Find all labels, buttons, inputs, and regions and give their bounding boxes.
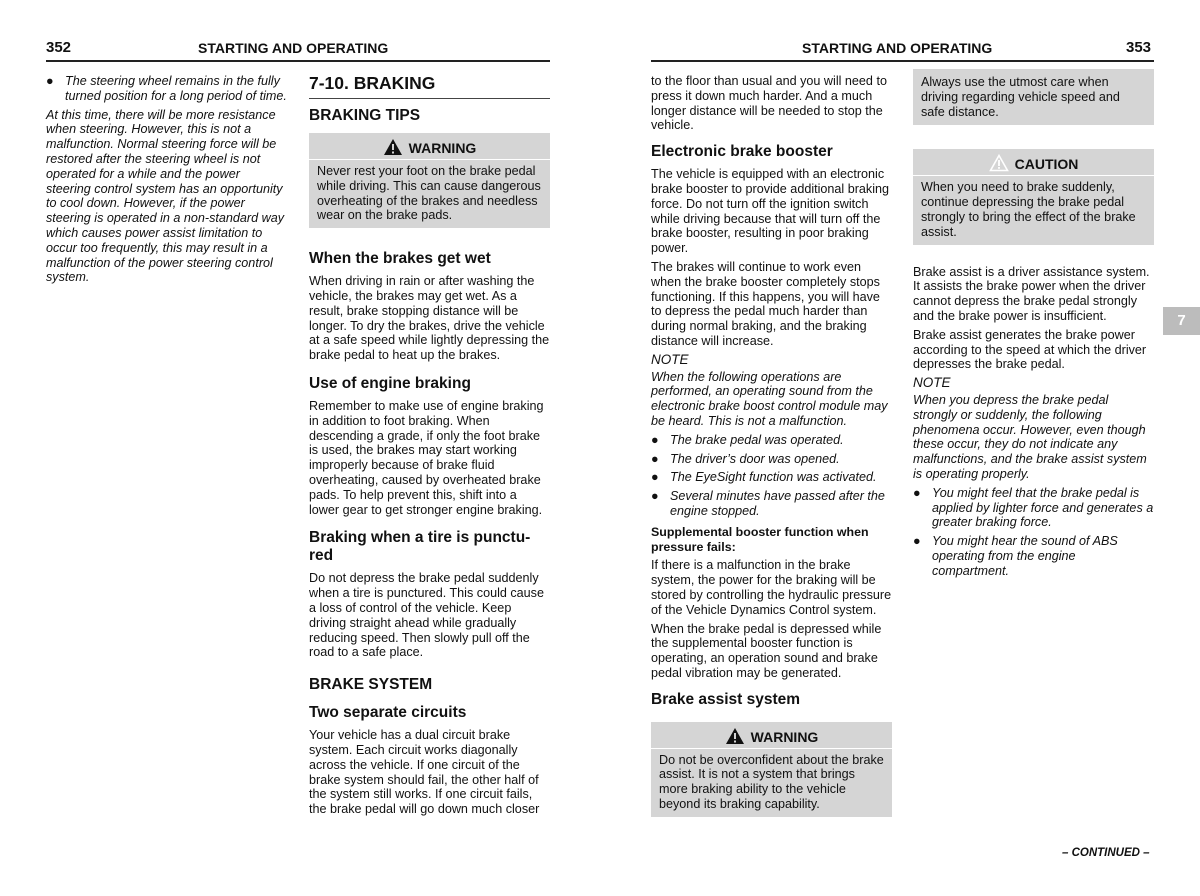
braking-tips-heading: BRAKING TIPS [309, 107, 421, 124]
two-circuits-heading: Two separate circuits [309, 704, 467, 722]
caution-header [913, 149, 1154, 176]
bullet-dot: ● [651, 432, 659, 447]
continued-footer: – CONTINUED – [1062, 847, 1150, 859]
bullet-dot: ● [46, 74, 54, 88]
list-item [651, 470, 892, 485]
bullet-text: The EyeSight function was activated. [670, 470, 877, 485]
supplemental-booster-heading: Supplemental booster function when pressure fails: [651, 524, 869, 554]
engine-braking-paragraph: Remember to make use of engine braking in addition to foot braking. When descending a grade, if only the foot brake is used, the brakes may start working improperly because of brake fluid overheating, caused by overheated brake pads. To help prevent this, shift into a lower gear to get stronger engine braking. [309, 398, 544, 517]
chapter-tab: 7 [1163, 307, 1200, 335]
brake-assist-paragraph-2: Brake assist generates the brake power according to the speed at which the driver depresses the brake pedal. [913, 327, 1147, 372]
punctured-tire-paragraph: Do not depress the brake pedal suddenly when a tire is punctured. This could cause a loss of control of the vehicle. Keep driving straight ahead while gradually reducing speed. Then slowly pull off the road to a safe place. [309, 571, 544, 660]
column-2 [309, 74, 550, 821]
bullet-dot: ● [651, 470, 659, 485]
column-4 [913, 69, 1154, 583]
warning-label: WARNING [408, 140, 477, 156]
bullet-text: You might feel that the brake pedal is applied by lighter force and generates a greater braking force. [932, 485, 1154, 530]
warning-icon [383, 138, 403, 156]
left-page-header: STARTING AND OPERATING [198, 40, 389, 56]
brake-booster-paragraph-2: The brakes will continue to work even when the brake booster completely stops functioning. If this happens, you will have to depress the pedal much harder than during normal braking, and the braking distance will increase. [651, 259, 880, 348]
warning-label: WARNING [750, 728, 819, 745]
bullet-text: The driver’s door was opened. [670, 451, 840, 466]
supplemental-paragraph-2: When the brake pedal is depressed while the supplemental booster function is operating, an operation sound and brake pedal vibration may be generated. [651, 621, 882, 680]
note-label: NOTE [651, 351, 689, 367]
wet-brakes-heading: When the brakes get wet [309, 250, 491, 268]
left-header-rule [46, 60, 550, 62]
bullet-dot: ● [913, 534, 921, 549]
wet-brakes-paragraph: When driving in rain or after washing the vehicle, the brakes may get wet. As a result, brake stopping distance will be longer. To dry the brakes, drive the vehicle at a safe speed while lightly depressing the brake pedal to heat up the brakes. [309, 274, 550, 363]
caution-icon [989, 154, 1009, 172]
two-circuits-paragraph: Your vehicle has a dual circuit brake system. Each circuit works diagonally across the vehicle. If one circuit of the brake system should fail, the other half of the system still works. If one circuit fails, the brake pedal will go down much closer [309, 728, 540, 817]
bullet-dot: ● [913, 485, 921, 500]
warning-box-2 [651, 722, 892, 817]
column-1 [46, 74, 288, 289]
brake-booster-heading: Electronic brake booster [651, 143, 833, 161]
caution-text: When you need to brake suddenly, continue depressing the brake pedal strongly to bring the effect of the brake assist. [913, 176, 1154, 244]
continued-paragraph: to the floor than usual and you will need to press it down much harder. And a much longer distance will be needed to stop the vehicle. [651, 74, 887, 133]
list-item [46, 74, 288, 104]
brake-booster-paragraph-1: The vehicle is equipped with an electronic brake booster to provide additional braking force. Do not turn off the ignition switch while driving because that will turn off the brake booster, resulting in poor braking power. [651, 167, 890, 256]
brake-assist-heading: Brake assist system [651, 690, 801, 708]
engine-braking-heading: Use of engine braking [309, 374, 471, 392]
caution-box [913, 149, 1154, 244]
right-page-number: 353 [1126, 39, 1152, 56]
warning-icon [725, 727, 745, 745]
note-text: When the following operations are performed, an operating sound from the electronic brake boost control module may be heard. This is not a malfunction. [651, 369, 888, 428]
bullet-dot: ● [651, 489, 659, 504]
bullet-dot: ● [651, 451, 659, 466]
brake-assist-paragraph-1: Brake assist is a driver assistance system. It assists the brake power when the driver cannot depress the brake pedal strongly and the brake power is insufficient. [913, 264, 1150, 323]
steering-paragraph: At this time, there will be more resistance when steering. However, this is not a malfunction. Normal steering force will be restored after the steering wheel is not operated for a while and the power steering control system has an opportunity to cool down. However, if the power steering is operated in a non-standard way which causes power assist limitation to occur too frequently, this may result in a malfunction of the power steering control system. [46, 107, 285, 285]
bullet-text: The brake pedal was operated. [670, 432, 844, 447]
list-item [913, 486, 1154, 530]
brake-system-heading: BRAKE SYSTEM [309, 676, 433, 694]
warning-header [309, 133, 550, 160]
right-page-header: STARTING AND OPERATING [802, 40, 993, 56]
bullet-text: You might hear the sound of ABS operating from the engine compartment. [932, 534, 1118, 578]
punctured-tire-heading-line2: red [309, 547, 334, 565]
column-3 [651, 74, 892, 817]
punctured-tire-heading-line1: Braking when a tire is punctu- [309, 529, 531, 547]
warning-box-continued [913, 69, 1154, 125]
warning-header [651, 722, 892, 749]
left-page-number: 352 [46, 39, 72, 56]
note-text: When you depress the brake pedal strongly or suddenly, the following phenomena occur. However, even though these occur, they do not indicate any malfunctions, and the brake assist system is operating properly. [913, 392, 1147, 481]
section-title: 7-10. BRAKING [309, 74, 550, 99]
warning-text: Do not be overconfident about the brake assist. It is not a system that brings more braking ability to the vehicle beyond its braking capability. [651, 749, 892, 817]
note-label: NOTE [913, 375, 951, 391]
warning-continued-text: Always use the utmost care when driving regarding vehicle speed and safe distance. [913, 69, 1154, 125]
warning-box-1 [309, 133, 550, 228]
warning-text: Never rest your foot on the brake pedal while driving. This can cause dangerous overheating of the brakes and needless wear on the brake pads. [309, 160, 550, 228]
list-item [651, 452, 892, 467]
list-item [651, 433, 892, 448]
list-item [651, 489, 892, 519]
supplemental-paragraph-1: If there is a malfunction in the brake system, the power for the braking will be stored by controlling the hydraulic pressure of the Vehicle Dynamics Control system. [651, 558, 892, 617]
list-item [913, 534, 1154, 578]
bullet-text: The steering wheel remains in the fully turned position for a long period of time. [65, 74, 287, 103]
caution-label: CAUTION [1014, 156, 1079, 173]
punctured-tire-heading [309, 529, 550, 565]
right-header-rule [651, 60, 1154, 62]
bullet-text: Several minutes have passed after the engine stopped. [670, 489, 885, 518]
